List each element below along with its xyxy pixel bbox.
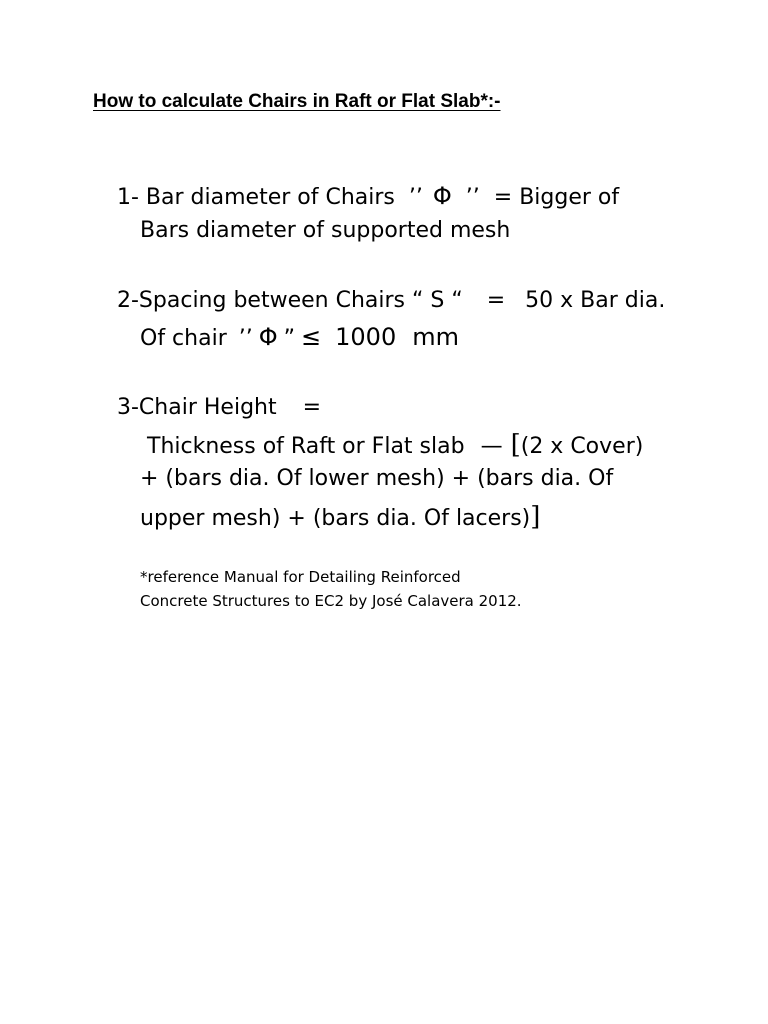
limit-value: 1000	[335, 323, 397, 351]
item2-line2	[140, 325, 459, 350]
item3-line4-text: upper mesh) + (bars dia. Of lacers)	[140, 506, 531, 531]
reference-line2: Concrete Structures to EC2 by José Calavera 2012.	[140, 592, 522, 610]
item3-text: 3-Chair Height	[117, 395, 277, 420]
quote-close: ”	[283, 326, 296, 351]
reference-line1: *reference Manual for Detailing Reinforced	[140, 568, 461, 586]
less-or-equal-symbol: ≤	[301, 323, 322, 351]
item2-text: 2-Spacing between Chairs “ S “	[117, 288, 463, 313]
close-bracket: ]	[530, 502, 541, 532]
item2-line1	[117, 290, 665, 312]
item3-line4	[140, 504, 540, 530]
item1-line2: Bars diameter of supported mesh	[140, 218, 511, 243]
item3-cover-text: (2 x Cover)	[520, 434, 644, 459]
item3-thickness-text: Thickness of Raft or Flat slab	[147, 434, 465, 459]
item2-value-text: 50 x Bar dia.	[525, 288, 666, 313]
item1-equals-text: = Bigger of	[493, 185, 620, 210]
phi-symbol: Φ	[432, 182, 452, 210]
page-title: How to calculate Chairs in Raft or Flat Slab*:-	[93, 91, 501, 112]
limit-unit: mm	[412, 323, 459, 351]
item1-line1	[117, 184, 619, 209]
item3-line1	[117, 397, 321, 419]
quote-open: ’’	[408, 185, 423, 210]
equals-sign: =	[486, 288, 506, 313]
item2-line2-text: Of chair	[140, 326, 227, 351]
quote-open: ’’	[238, 326, 253, 351]
quote-close: ’’	[465, 185, 480, 210]
open-bracket: [	[510, 430, 521, 460]
phi-symbol: Φ	[258, 323, 278, 351]
equals-sign: =	[302, 395, 322, 420]
item3-line2	[147, 432, 643, 458]
item3-line3: + (bars dia. Of lower mesh) + (bars dia. Of	[140, 466, 614, 491]
item1-text: 1- Bar diameter of Chairs	[117, 185, 395, 210]
minus-sign: —	[480, 434, 503, 459]
